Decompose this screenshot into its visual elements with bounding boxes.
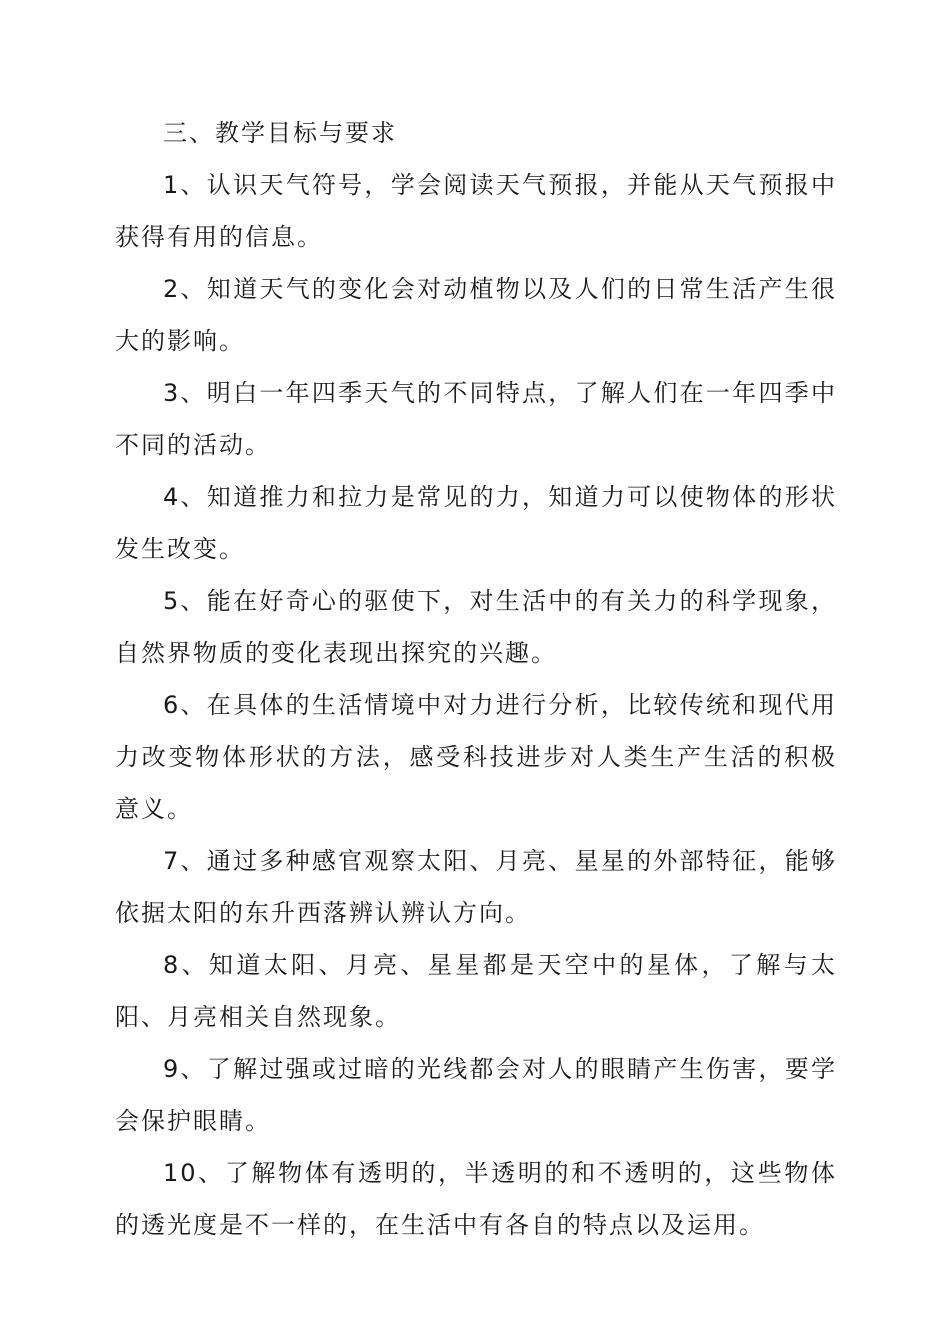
objective-paragraph-1: 1、认识天气符号，学会阅读天气预报，并能从天气预报中获得有用的信息。 [115, 171, 837, 251]
objective-paragraph-7: 7、通过多种感官观察太阳、月亮、星星的外部特征，能够依据太阳的东升西落辨认辨认方向。 [115, 847, 837, 927]
objective-paragraph-9: 9、了解过强或过暗的光线都会对人的眼睛产生伤害，要学会保护眼睛。 [115, 1055, 837, 1135]
objective-paragraph-3: 3、明白一年四季天气的不同特点，了解人们在一年四季中不同的活动。 [115, 379, 837, 459]
objective-paragraph-5: 5、能在好奇心的驱使下，对生活中的有关力的科学现象，自然界物质的变化表现出探究的兴趣。 [115, 587, 837, 667]
objective-paragraph-10: 10、了解物体有透明的，半透明的和不透明的，这些物体的透光度是不一样的，在生活中有各自的特点以及运用。 [115, 1159, 837, 1239]
objective-paragraph-4: 4、知道推力和拉力是常见的力，知道力可以使物体的形状发生改变。 [115, 483, 837, 563]
section-heading: 三、教学目标与要求 [163, 119, 397, 147]
objective-paragraph-2: 2、知道天气的变化会对动植物以及人们的日常生活产生很大的影响。 [115, 275, 837, 355]
objective-paragraph-6: 6、在具体的生活情境中对力进行分析，比较传统和现代用力改变物体形状的方法，感受科技进步对人类生产生活的积极意义。 [115, 691, 837, 823]
objective-paragraph-8: 8、知道太阳、月亮、星星都是天空中的星体，了解与太阳、月亮相关自然现象。 [115, 951, 837, 1031]
document-body [115, 107, 837, 1251]
